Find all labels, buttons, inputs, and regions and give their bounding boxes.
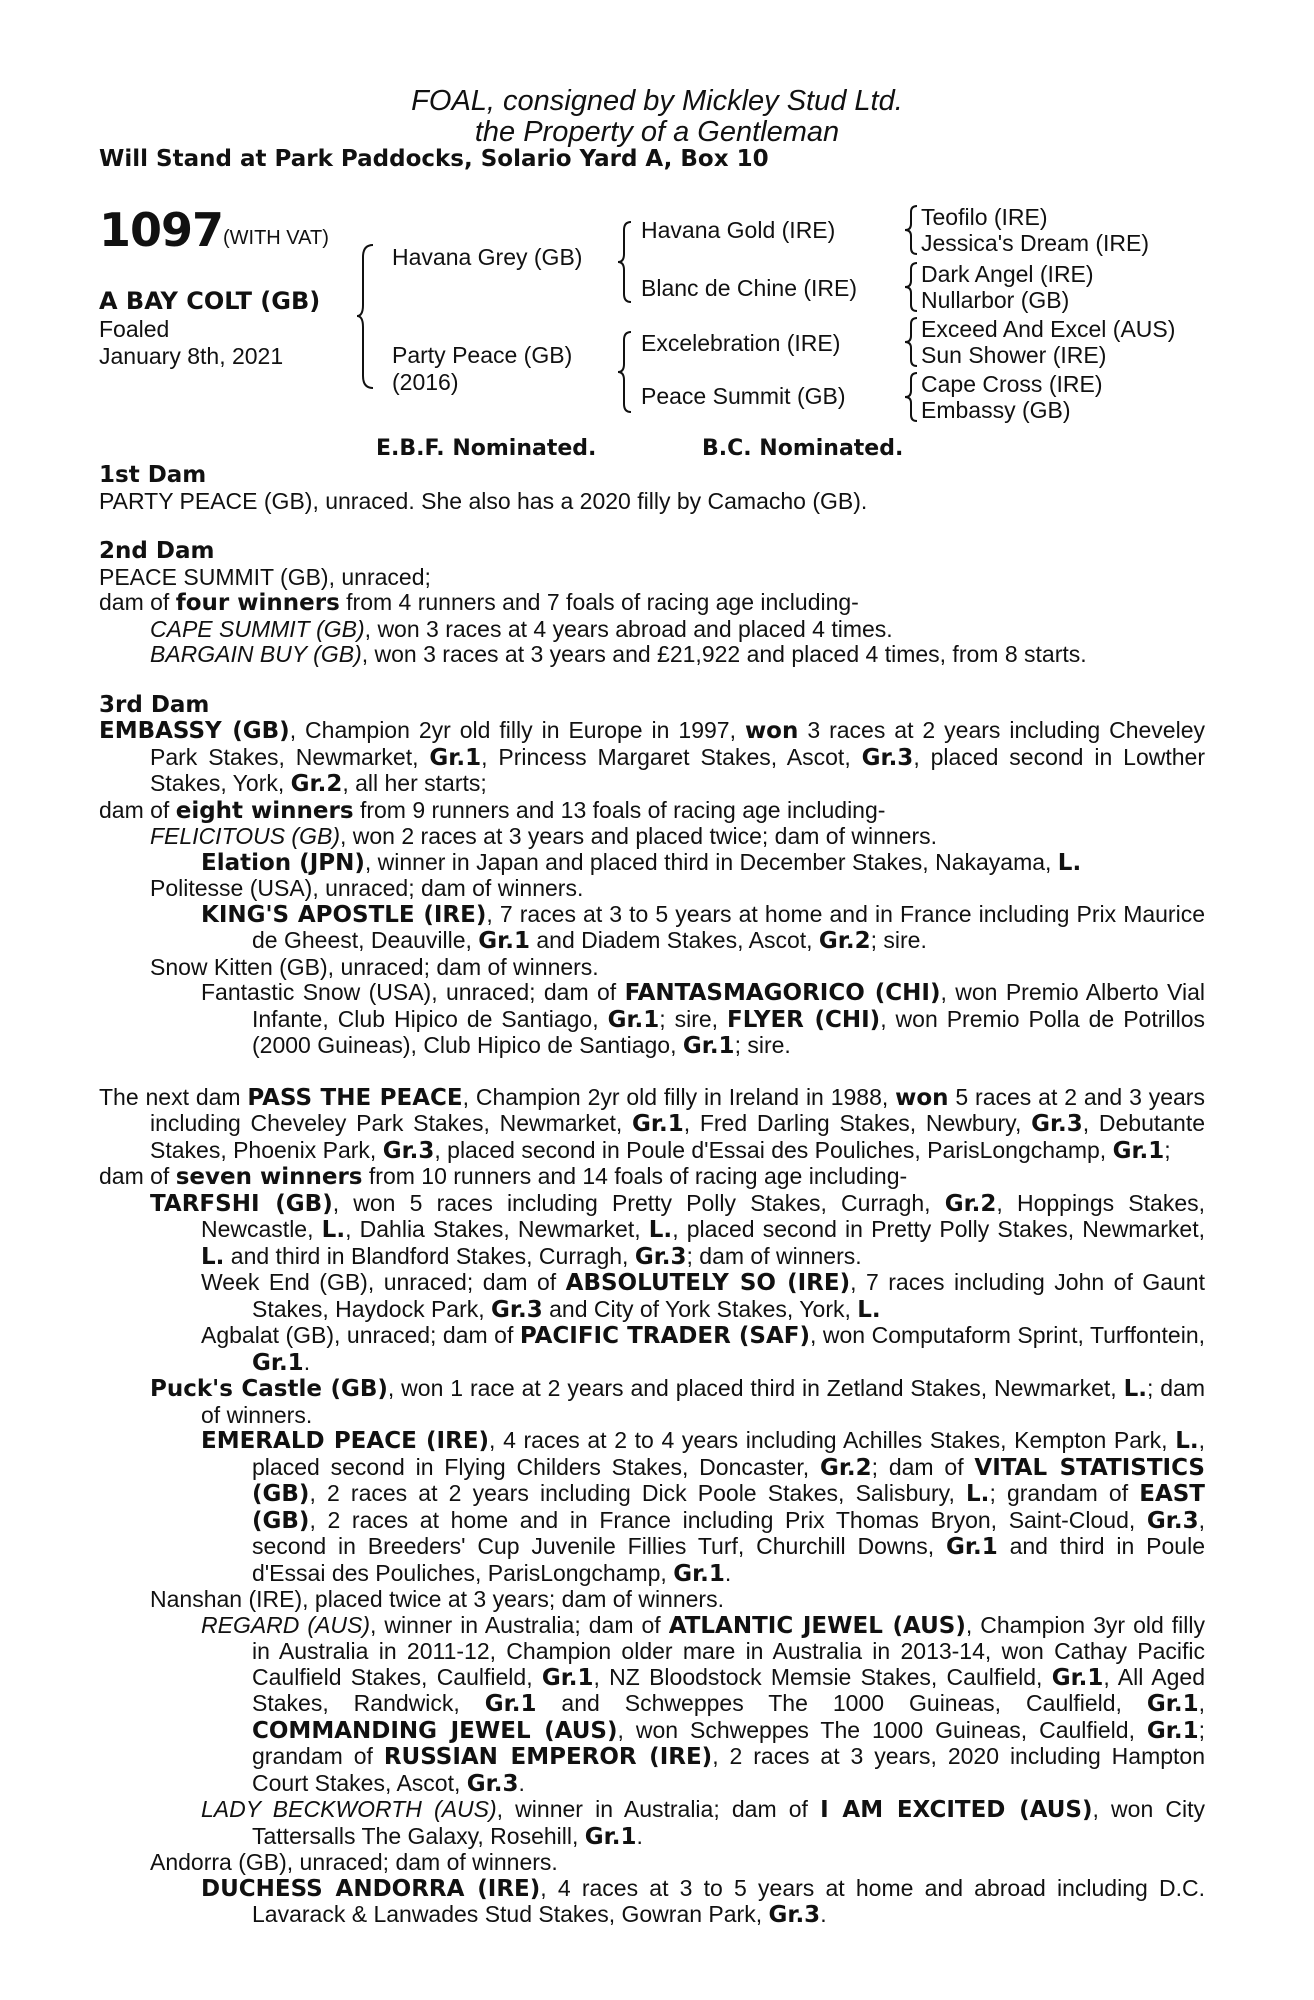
pedigree-dam: Party Peace (GB) xyxy=(392,342,573,368)
pedigree-g3: Dark Angel (IRE) xyxy=(921,261,1094,287)
second-dam-heading: 2nd Dam xyxy=(99,538,215,564)
pedigree-brace-dam xyxy=(616,330,634,414)
stand-location: Will Stand at Park Paddocks, Solario Yard A, Box 10 xyxy=(99,146,769,172)
pedigree-brace-g4 xyxy=(903,371,920,423)
produce-entry: LADY BECKWORTH (AUS), winner in Australia; dam of I AM EXCITED (AUS), won City Tattersalls The Galaxy, Rosehill, Gr.1. xyxy=(201,1796,1205,1850)
produce-entry: Puck's Castle (GB), won 1 race at 2 years and placed third in Zetland Stakes, Newmarket, L.; dam of winners. xyxy=(150,1375,1205,1428)
pedigree-g1: Teofilo (IRE) xyxy=(921,204,1048,230)
pedigree-dam-year: (2016) xyxy=(392,369,459,395)
produce-entry: Agbalat (GB), unraced; dam of PACIFIC TRADER (SAF), won Computaform Sprint, Turffontein, Gr.1. xyxy=(201,1322,1206,1376)
first-dam-heading: 1st Dam xyxy=(99,462,207,488)
produce-entry: Week End (GB), unraced; dam of ABSOLUTELY SO (IRE), 7 races including John of Gaunt Stakes, Haydock Park, Gr.3 and City of York Stakes, York, L. xyxy=(201,1269,1205,1323)
pedigree-brace-g1 xyxy=(903,204,920,256)
produce-entry: Nanshan (IRE), placed twice at 3 years; dam of winners. xyxy=(150,1586,724,1612)
produce-entry: Andorra (GB), unraced; dam of winners. xyxy=(150,1849,558,1875)
pedigree-dam-sire: Excelebration (IRE) xyxy=(641,330,841,356)
produce-entry: BARGAIN BUY (GB), won 3 races at 3 years and £21,922 and placed 4 times, from 8 starts. xyxy=(150,641,1087,667)
pedigree-brace-g3 xyxy=(903,316,920,368)
foaled-date: January 8th, 2021 xyxy=(99,343,284,369)
foaled-label: Foaled xyxy=(99,316,170,342)
second-dam-line: PEACE SUMMIT (GB), unraced; xyxy=(99,563,431,590)
produce-entry: EMERALD PEACE (IRE), 4 races at 2 to 4 years including Achilles Stakes, Kempton Park, L., placed second in Flying Childers Stakes, Doncaster, Gr.2; dam of VITAL STATISTICS (GB), 2 races at 2 years including Dick Poole Stakes, Salisbury, L.; grandam of EAST (GB), 2 races at home and in France including Prix Thomas Bryon, Saint-Cloud, Gr.3, second in Breeders' Cup Juvenile Fillies Turf, Churchill Downs, Gr.1 and third in Poule d'Essai des Pouliches, ParisLongchamp, Gr.1. xyxy=(201,1427,1205,1587)
next-dam-entry: The next dam PASS THE PEACE, Champion 2yr old filly in Ireland in 1988, won 5 races at 2 and 3 years including Cheveley Park Stakes, Newmarket, Gr.1, Fred Darling Stakes, Newbury, Gr.3, Debutante Stakes, Phoenix Park, Gr.3, placed second in Poule d'Essai des Pouliches, ParisLongchamp, Gr.1; xyxy=(99,1083,1206,1164)
pedigree-g8: Embassy (GB) xyxy=(921,397,1071,423)
third-dam-produce: dam of eight winners from 9 runners and 13 foals of racing age including- xyxy=(99,796,886,824)
produce-entry: DUCHESS ANDORRA (IRE), 4 races at 3 to 5 years at home and abroad including D.C. Lavarack & Lanwades Stud Stakes, Gowran Park, Gr.3. xyxy=(201,1874,1205,1928)
produce-entry: REGARD (AUS), winner in Australia; dam of ATLANTIC JEWEL (AUS), Champion 3yr old filly in Australia in 2011-12, Champion older mare in Australia in 2013-14, won Cathay Pacific Caulfield Stakes, Caulfield, Gr.1, NZ Bloodstock Memsie Stakes, Caulfield, Gr.1, All Aged Stakes, Randwick, Gr.1 and Schweppes The 1000 Guineas, Caulfield, Gr.1, COMMANDING JEWEL (AUS), won Schweppes The 1000 Guineas, Caulfield, Gr.1; grandam of RUSSIAN EMPEROR (IRE), 2 races at 3 years, 2020 including Hampton Court Stakes, Ascot, Gr.3. xyxy=(201,1611,1206,1797)
second-dam-produce: dam of four winners from 4 runners and 7 foals of racing age including- xyxy=(99,589,859,616)
ebf-nomination: E.B.F. Nominated. xyxy=(376,436,597,461)
vat-label: (WITH VAT) xyxy=(223,227,329,249)
next-dam-produce: dam of seven winners from 10 runners and 14 foals of racing age including- xyxy=(99,1163,908,1190)
foaled-info xyxy=(99,316,283,370)
consignor-line: FOAL, consigned by Mickley Stud Ltd. xyxy=(411,85,903,117)
pedigree-g5: Exceed And Excel (AUS) xyxy=(921,316,1176,342)
pedigree-brace-g2 xyxy=(903,261,920,313)
produce-entry: Fantastic Snow (USA), unraced; dam of FANTASMAGORICO (CHI), won Premio Alberto Vial Infante, Club Hipico de Santiago, Gr.1; sire, FLYER (CHI), won Premio Polla de Potrillos (2000 Guineas), Club Hipico de Santiago, Gr.1; sire. xyxy=(201,979,1205,1059)
produce-entry: Snow Kitten (GB), unraced; dam of winners. xyxy=(150,953,599,980)
produce-entry: Politesse (USA), unraced; dam of winners. xyxy=(150,875,584,901)
pedigree-sire: Havana Grey (GB) xyxy=(392,244,583,270)
produce-entry: KING'S APOSTLE (IRE), 7 races at 3 to 5 years at home and in France including Prix Maurice de Gheest, Deauville, Gr.1 and Diadem Stakes, Ascot, Gr.2; sire. xyxy=(201,900,1205,954)
pedigree-dam-dam: Peace Summit (GB) xyxy=(641,383,846,409)
pedigree-g4: Nullarbor (GB) xyxy=(921,287,1070,313)
lot-description: A BAY COLT (GB) xyxy=(99,287,321,315)
pedigree-brace-sire xyxy=(616,220,634,304)
third-dam-heading: 3rd Dam xyxy=(99,691,210,718)
produce-entry: CAPE SUMMIT (GB), won 3 races at 4 years abroad and placed 4 times. xyxy=(150,615,893,642)
bc-nomination: B.C. Nominated. xyxy=(702,436,904,461)
pedigree-g2: Jessica's Dream (IRE) xyxy=(921,230,1150,256)
pedigree-body xyxy=(99,463,1205,1929)
third-dam-entry: EMBASSY (GB), Champion 2yr old filly in Europe in 1997, won 3 races at 2 years including Cheveley Park Stakes, Newmarket, Gr.1, Princess Margaret Stakes, Ascot, Gr.3, placed second in Lowther Stakes, York, Gr.2, all her starts; xyxy=(99,717,1206,797)
property-line: the Property of a Gentleman xyxy=(474,116,840,148)
produce-entry: FELICITOUS (GB), won 2 races at 3 years and placed twice; dam of winners. xyxy=(150,823,938,849)
pedigree-g7: Cape Cross (IRE) xyxy=(921,371,1103,397)
first-dam-text: PARTY PEACE (GB), unraced. She also has a 2020 filly by Camacho (GB). xyxy=(99,487,868,514)
pedigree-sire-sire: Havana Gold (IRE) xyxy=(641,217,836,243)
produce-entry: TARFSHI (GB), won 5 races including Pretty Polly Stakes, Curragh, Gr.2, Hoppings Stakes, Newcastle, L., Dahlia Stakes, Newmarket, L., placed second in Pretty Polly Stakes, Newmarket, L. and third in Blandford Stakes, Curragh, Gr.3; dam of winners. xyxy=(150,1189,1206,1270)
pedigree-brace-main xyxy=(355,243,377,390)
produce-entry: Elation (JPN), winner in Japan and placed third in December Stakes, Nakayama, L. xyxy=(201,848,1082,876)
pedigree-sire-dam: Blanc de Chine (IRE) xyxy=(641,275,858,301)
pedigree-g6: Sun Shower (IRE) xyxy=(921,342,1107,368)
lot-number: 1097 xyxy=(99,203,224,257)
